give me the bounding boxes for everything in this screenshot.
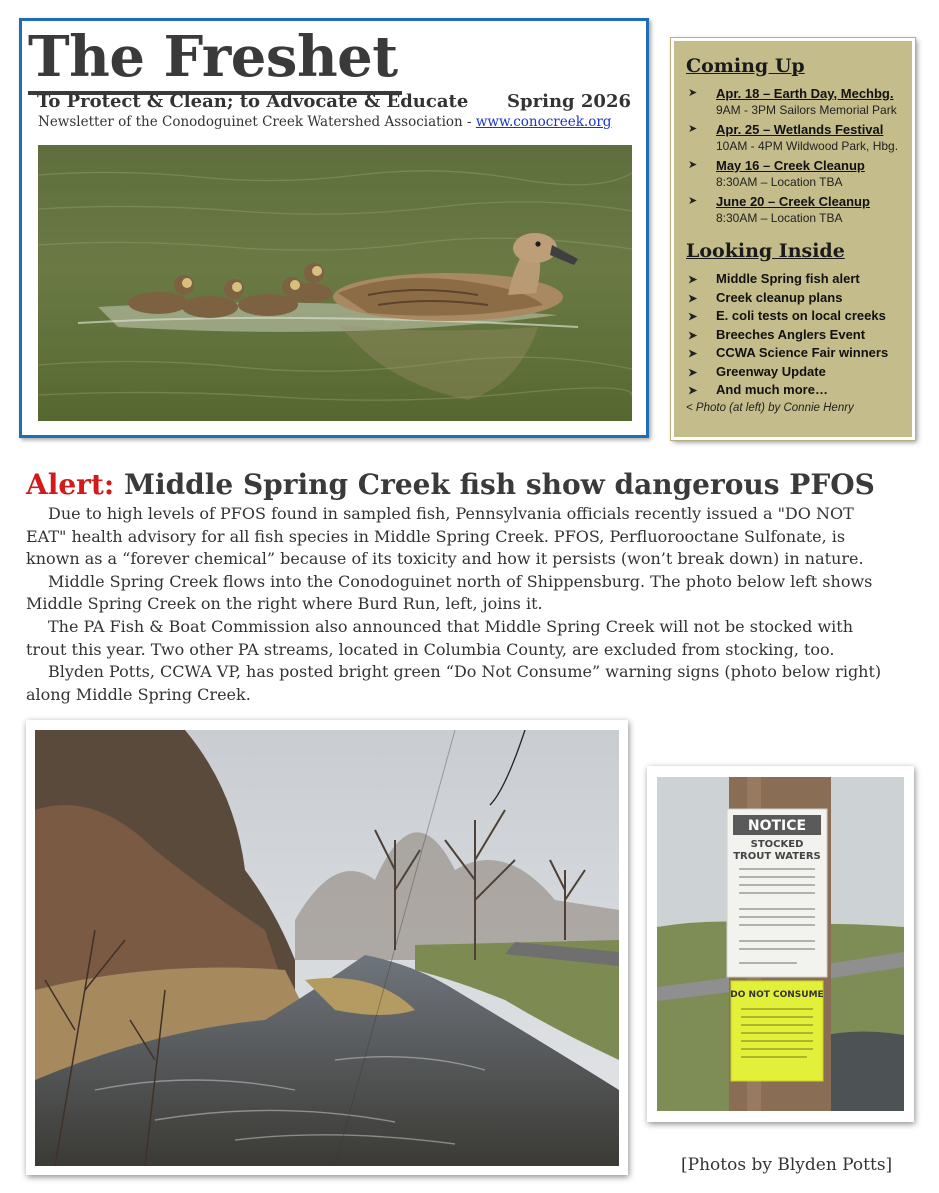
newsletter-season: Spring 2026 bbox=[507, 91, 631, 112]
photos-credit: [Photos by Blyden Potts] bbox=[681, 1155, 893, 1175]
inside-item bbox=[686, 270, 902, 289]
inside-item-label: Greenway Update bbox=[716, 363, 826, 379]
article-paragraph: Blyden Potts, CCWA VP, has posted bright green “Do Not Consume” warning signs (photo below right) along Middle Spring Creek. bbox=[26, 662, 882, 704]
event-title[interactable]: Apr. 18 – Earth Day, Mechbg. bbox=[716, 86, 894, 101]
coming-up-heading: Coming Up bbox=[686, 55, 805, 77]
events-list bbox=[686, 85, 902, 226]
alert-label: Alert: bbox=[26, 468, 115, 501]
event-item bbox=[686, 121, 902, 154]
event-detail: 8:30AM – Location TBA bbox=[716, 211, 843, 225]
sign-trout-text: TROUT WATERS bbox=[733, 851, 821, 862]
inside-item-label: Middle Spring fish alert bbox=[716, 271, 860, 286]
inside-item bbox=[686, 344, 902, 363]
event-detail: 8:30AM – Location TBA bbox=[716, 175, 843, 189]
article-paragraph: Middle Spring Creek flows into the Conodoguinet north of Shippensburg. The photo below left shows Middle Spring Creek on the right where Burd Run, left, joins it. bbox=[26, 571, 873, 614]
sidebar-box bbox=[671, 38, 915, 440]
event-detail: 10AM - 4PM Wildwood Park, Hbg. bbox=[716, 139, 899, 153]
creek-photo-frame bbox=[26, 720, 628, 1175]
newsletter-subtitle bbox=[38, 114, 611, 130]
inside-item bbox=[686, 326, 902, 345]
newsletter-tagline: To Protect & Clean; to Advocate & Educate bbox=[37, 91, 469, 112]
inside-item-label: Creek cleanup plans bbox=[716, 289, 843, 305]
arrow-bullet-icon: ➤ bbox=[688, 274, 698, 286]
website-link[interactable]: www.conocreek.org bbox=[475, 114, 612, 130]
event-item bbox=[686, 193, 902, 226]
masthead-box bbox=[19, 18, 649, 438]
arrow-bullet-icon: ➤ bbox=[688, 348, 698, 360]
subtitle-text: Newsletter of the Conodoguinet Creek Watershed Association - bbox=[38, 114, 476, 130]
event-item bbox=[686, 157, 902, 190]
sign-photo-frame bbox=[647, 766, 914, 1122]
sign-do-not-consume-text: DO NOT CONSUME bbox=[730, 990, 824, 1000]
event-detail: 9AM - 3PM Sailors Memorial Park bbox=[716, 103, 897, 117]
article-body bbox=[26, 503, 896, 706]
newsletter-title: The Freshet bbox=[28, 23, 402, 95]
inside-item-label: CCWA Science Fair winners bbox=[716, 345, 889, 360]
inside-item bbox=[686, 363, 902, 382]
article-headline bbox=[26, 468, 875, 501]
inside-item bbox=[686, 307, 902, 326]
sign-photo bbox=[657, 777, 904, 1111]
event-item bbox=[686, 85, 902, 118]
cover-photo-credit: < Photo (at left) by Connie Henry bbox=[686, 401, 854, 414]
inside-item bbox=[686, 289, 902, 308]
arrow-bullet-icon: ➤ bbox=[688, 329, 698, 342]
article-paragraph: The PA Fish & Boat Commission also announced that Middle Spring Creek will not be stocked with trout this year. Two other PA streams, located in Columbia County, are excluded from stocking, too. bbox=[26, 616, 854, 659]
inside-item-label: E. coli tests on local creeks bbox=[716, 308, 886, 323]
arrow-bullet-icon: ➤ bbox=[688, 123, 698, 135]
inside-item-label: Breeches Anglers Event bbox=[716, 326, 866, 342]
inside-item-label: And much more… bbox=[716, 382, 828, 397]
event-title[interactable]: June 20 – Creek Cleanup bbox=[716, 194, 870, 209]
looking-inside-heading: Looking Inside bbox=[686, 240, 845, 262]
arrow-bullet-icon: ➤ bbox=[688, 87, 698, 99]
arrow-bullet-icon: ➤ bbox=[688, 195, 698, 207]
article-paragraph: Due to high levels of PFOS found in sampled fish, Pennsylvania officials recently issued a "DO NOT EAT" health advisory for all fish species in Middle Spring Creek. PFOS, Perfluorooctane Sulfonate, is known as a “forever chemical” because of its toxicity and how it persists (won’t break down) in nature. bbox=[26, 504, 864, 569]
arrow-bullet-icon: ➤ bbox=[688, 159, 698, 171]
headline-text: Middle Spring Creek fish show dangerous PFOS bbox=[114, 468, 875, 501]
sign-notice-text: NOTICE bbox=[747, 818, 807, 834]
inside-list bbox=[686, 270, 902, 400]
duck-photo bbox=[38, 145, 632, 421]
arrow-bullet-icon: ➤ bbox=[688, 366, 698, 379]
sign-stocked-text: STOCKED bbox=[750, 839, 804, 850]
event-title[interactable]: May 16 – Creek Cleanup bbox=[716, 158, 865, 173]
arrow-bullet-icon: ➤ bbox=[688, 311, 698, 323]
inside-item bbox=[686, 381, 902, 400]
event-title[interactable]: Apr. 25 – Wetlands Festival bbox=[716, 122, 884, 137]
duck-photo-illustration bbox=[38, 145, 632, 421]
arrow-bullet-icon: ➤ bbox=[688, 292, 698, 305]
creek-photo bbox=[35, 730, 619, 1166]
arrow-bullet-icon: ➤ bbox=[688, 385, 698, 397]
